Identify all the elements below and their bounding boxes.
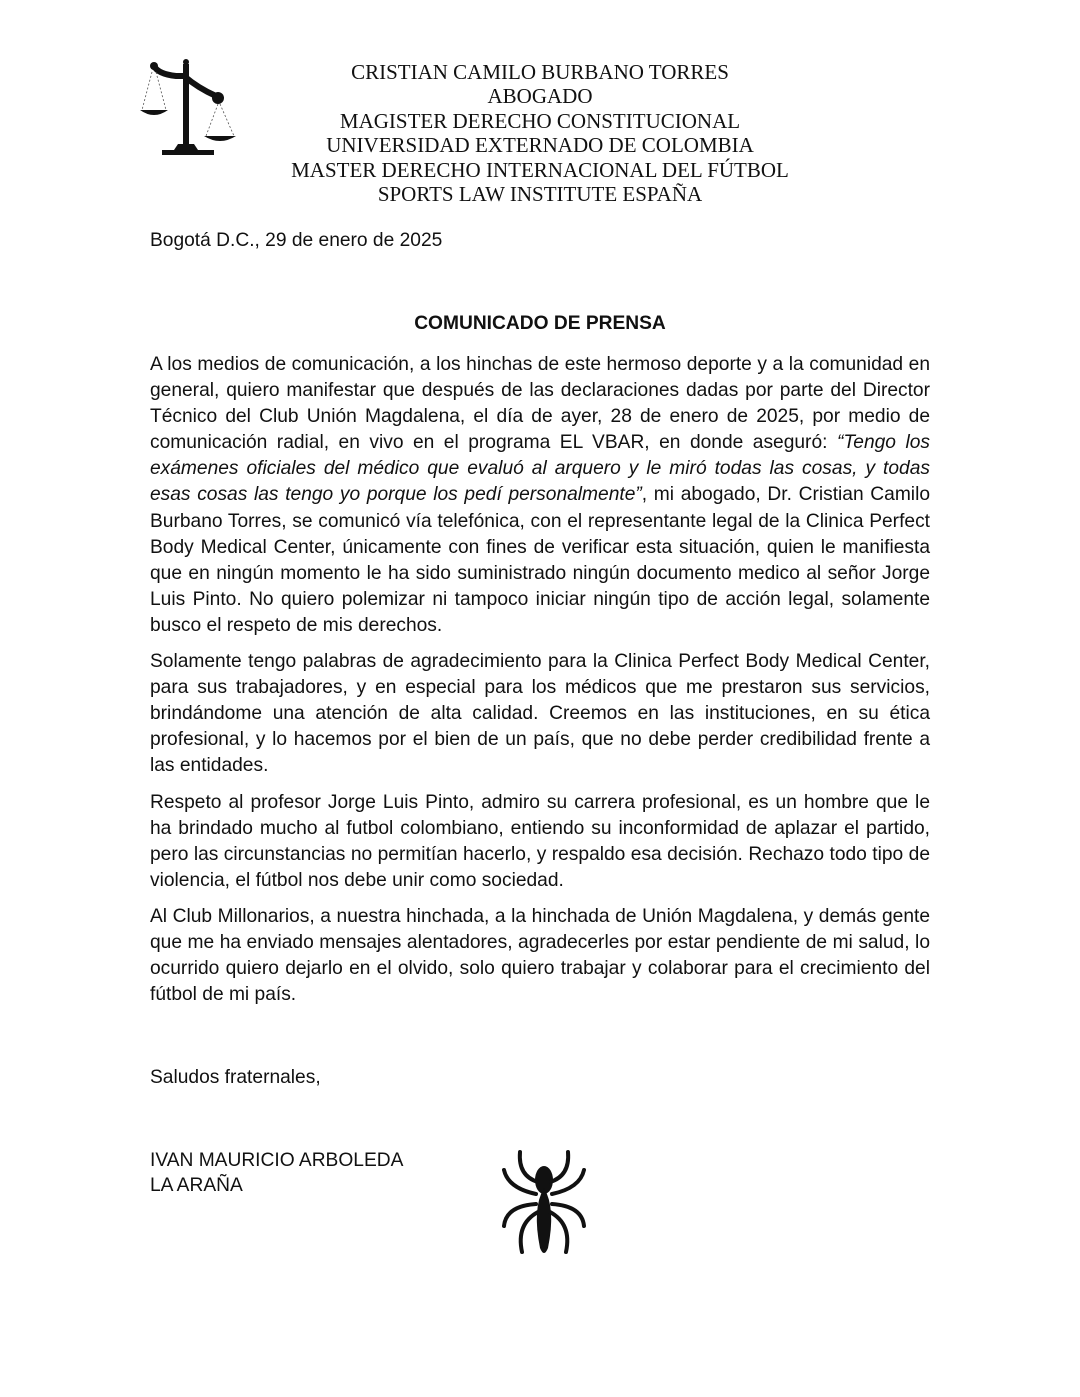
paragraph-3: Respeto al profesor Jorge Luis Pinto, admiro su carrera profesional, es un hombre que le ha brindado mucho al futbol colombiano, entiendo su inconformidad de aplazar el partido, pero las circunstancias no permitían hacerlo, y respaldo esa decisión. Rechazo todo tipo de violencia, el fútbol nos debe unir como sociedad. <box>150 791 930 891</box>
letterhead-university: UNIVERSIDAD EXTERNADO DE COLOMBIA <box>326 133 754 158</box>
letterhead-profession: ABOGADO <box>487 84 593 109</box>
spider-icon <box>498 1148 590 1260</box>
paragraph-2: Solamente tengo palabras de agradecimiento para la Clinica Perfect Body Medical Center, para sus trabajadores, y en especial para los médicos que me prestaron sus servicios, brindándome una atención de alta calidad. Creemos en las instituciones, en su ética profesional, y lo hacemos por el bien de un país, que no debe perder credibilidad frente a las entidades. <box>150 651 930 777</box>
paragraph-1 <box>150 352 930 639</box>
paragraph-1-quote: “Tengo los exámenes oficiales del médico que evaluó al arquero y le miró todas las cosas, y todas esas cosas las tengo yo porque los pedí personalmente” <box>150 432 930 506</box>
document-body <box>150 352 930 1018</box>
letterhead-master: MASTER DERECHO INTERNACIONAL DEL FÚTBOL <box>291 157 789 182</box>
signature-block <box>150 1148 403 1198</box>
paragraph-4: Al Club Millonarios, a nuestra hinchada, a la hinchada de Unión Magdalena, y demás gente que me ha enviado mensajes alentadores, agradecerles por estar pendiente de mi salud, lo ocurrido quiero dejarlo en el olvido, solo quiero trabajar y colaborar para el crecimiento del fútbol de mi país. <box>150 905 930 1006</box>
document-title: COMUNICADO DE PRENSA <box>414 313 666 334</box>
letterhead-institute: SPORTS LAW INSTITUTE ESPAÑA <box>377 182 703 207</box>
document-date: Bogotá D.C., 29 de enero de 2025 <box>150 230 443 251</box>
signature-name: IVAN MAURICIO ARBOLEDA <box>150 1150 404 1171</box>
letterhead-degree: MAGISTER DERECHO CONSTITUCIONAL <box>339 108 741 133</box>
letterhead-name: CRISTIAN CAMILO BURBANO TORRES <box>351 60 729 84</box>
closing-salutation: Saludos fraternales, <box>150 1067 321 1088</box>
scales-of-justice-icon <box>138 58 246 158</box>
letterhead <box>250 60 830 206</box>
signature-nickname: LA ARAÑA <box>150 1175 243 1196</box>
paragraph-1-intro: A los medios de comunicación, a los hinchas de este hermoso deporte y a la comunidad en general, quiero manifestar que después de las declaraciones dadas por parte del Director Técnico del Club Unión Magdalena, el día de ayer, 28 de enero de 2025, por medio de comunicación radial, en vivo en el programa EL VBAR, en donde aseguró: <box>150 354 930 454</box>
paragraph-1-rest: , mi abogado, Dr. Cristian Camilo Burbano Torres, se comunicó vía telefónica, con el representante legal de la Clinica Perfect Body Medical Center, únicamente con fines de verificar esta situación, quien le manifiesta que en ningún momento le ha sido suministrado ningún documento medico al señor Jorge Luis Pinto. No quiero polemizar ni tampoco iniciar ningún tipo de acción legal, solamente busco el respeto de mis derechos. <box>150 484 931 636</box>
